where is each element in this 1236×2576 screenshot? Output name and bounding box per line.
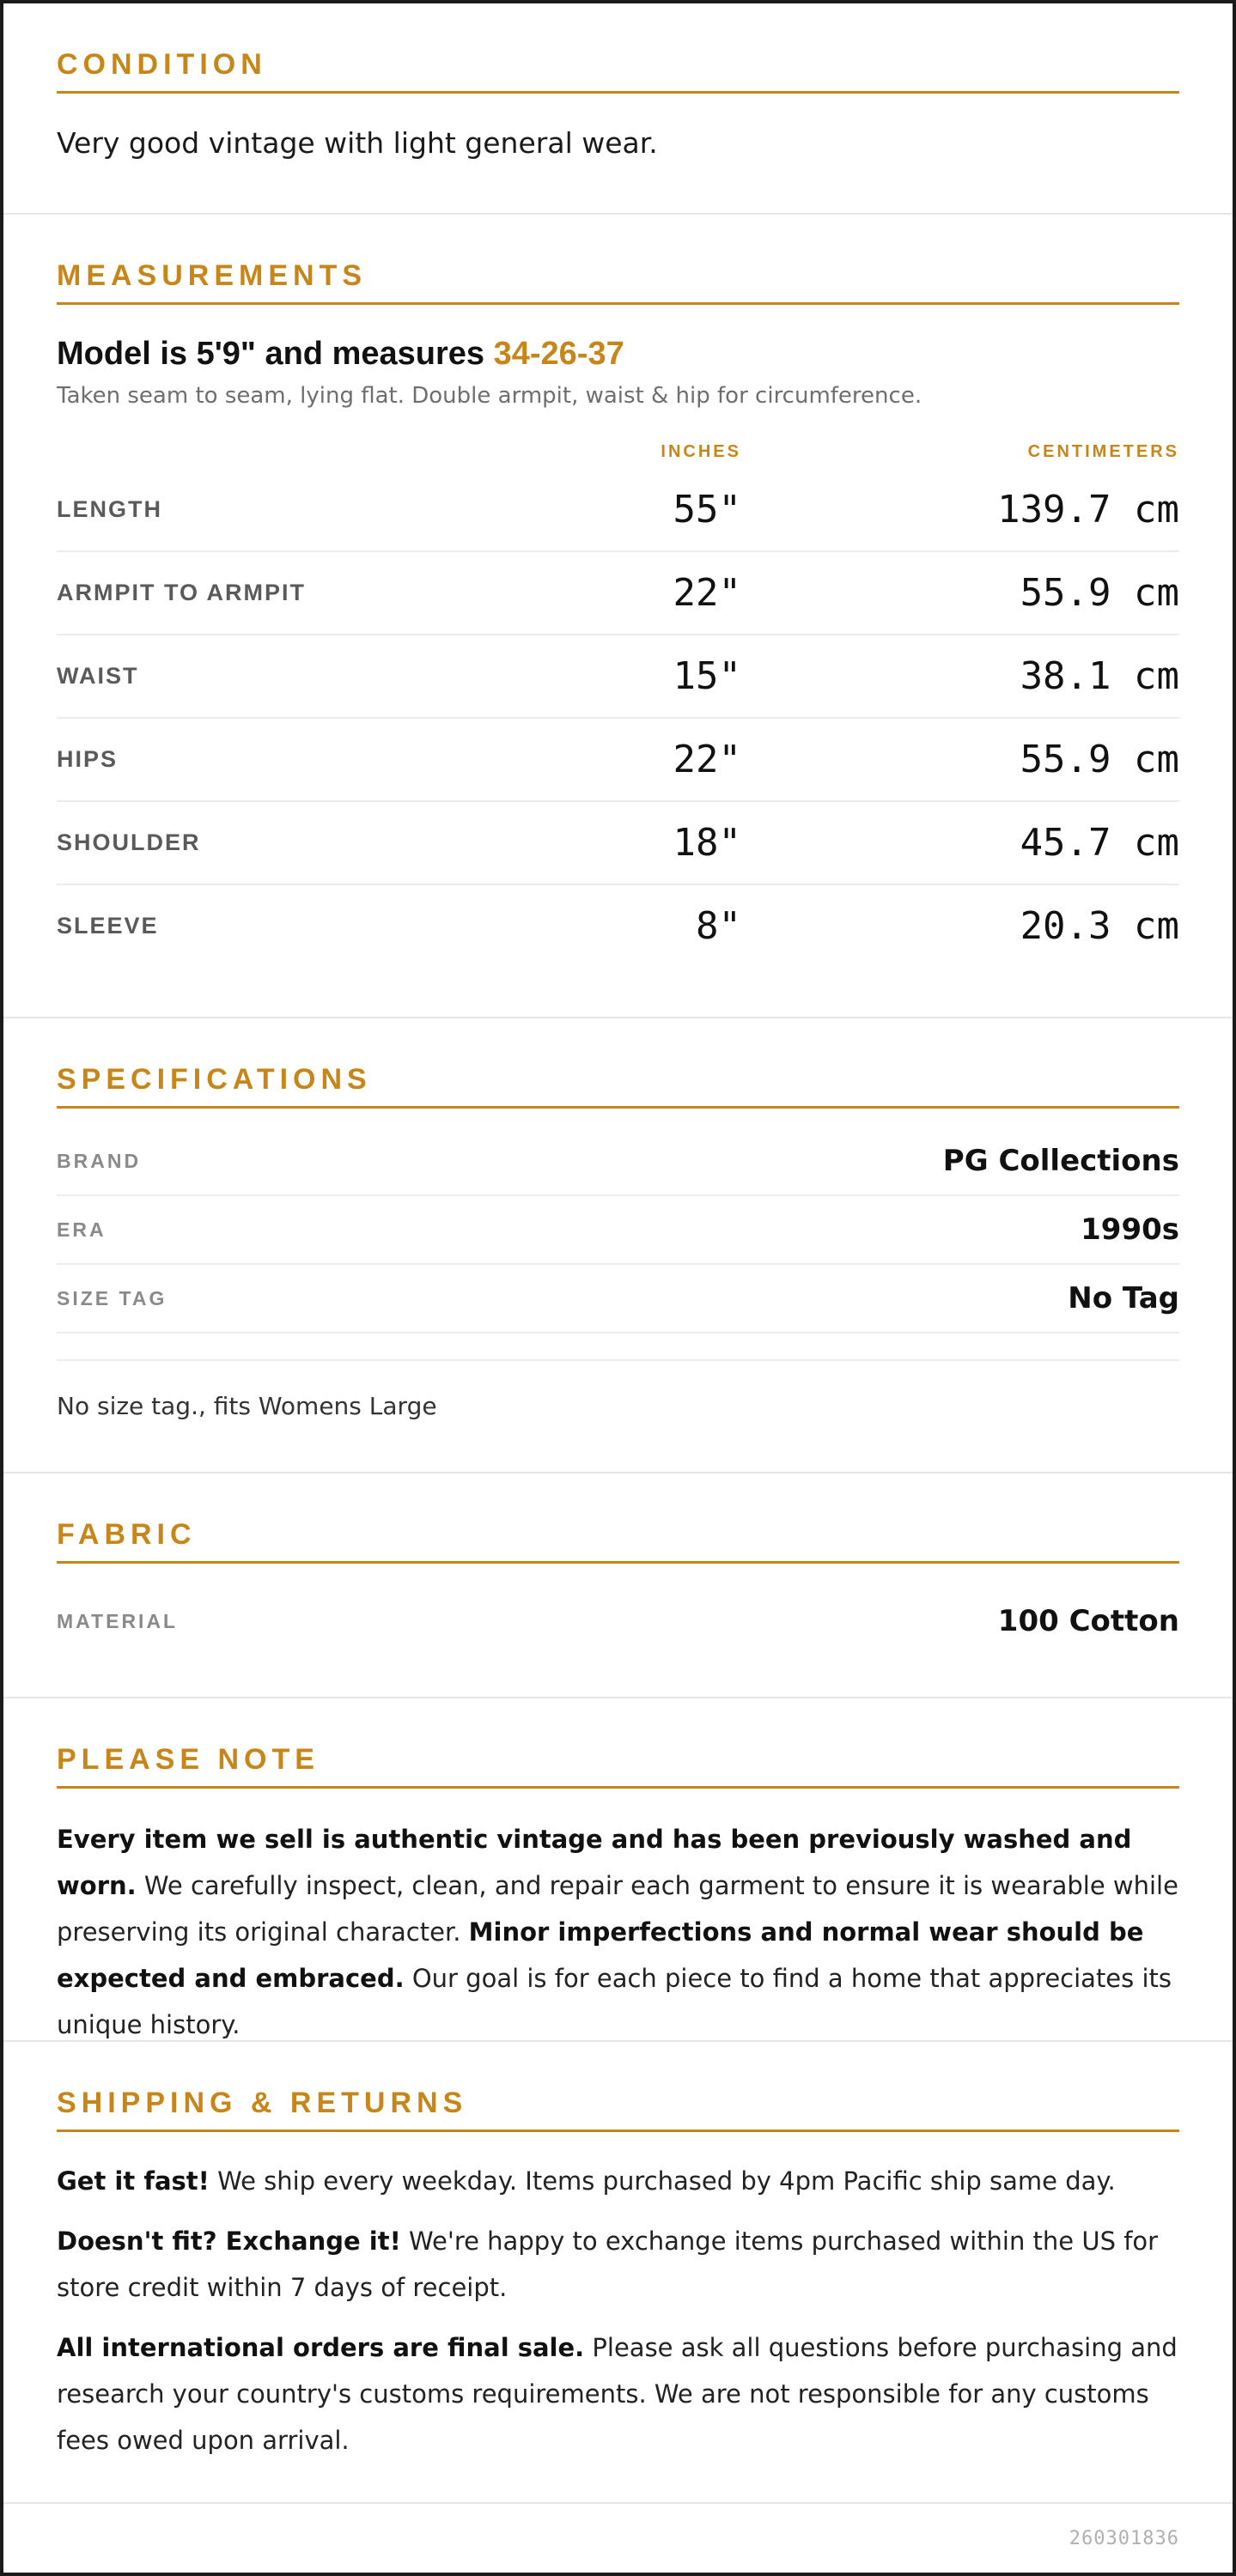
header-centimeters: CENTIMETERS <box>1027 441 1179 461</box>
measurement-label: WAIST <box>57 663 139 689</box>
measurement-inches: 22" <box>673 738 741 781</box>
specifications-title: SPECIFICATIONS <box>57 1065 1179 1109</box>
fabric-section <box>3 1473 1233 1698</box>
condition-text: Very good vintage with light general wear. <box>57 126 658 160</box>
shipping-bold-3: All international orders are final sale. <box>57 2333 585 2362</box>
measurement-label: ARMPIT TO ARMPIT <box>57 580 306 605</box>
measurement-label: SLEEVE <box>57 913 159 939</box>
measurements-header <box>57 434 1179 469</box>
measurement-inches: 15" <box>673 654 741 698</box>
measurement-row-sleeve <box>57 885 1179 967</box>
note-text-2: Our goal is for each piece to find a home that appreciates its unique history. <box>57 1964 1172 2039</box>
specifications-section <box>3 1018 1233 1473</box>
spec-value: 100 Cotton <box>997 1604 1179 1638</box>
measurement-cm: 38.1 cm <box>1020 654 1179 698</box>
spec-label: ERA <box>57 1218 107 1241</box>
spec-label: MATERIAL <box>57 1609 179 1632</box>
model-measurements <box>57 336 1179 373</box>
measurements-title: MEASUREMENTS <box>57 261 1179 305</box>
measurement-cm: 55.9 cm <box>1020 738 1179 781</box>
measurement-cm: 139.7 cm <box>997 488 1179 532</box>
measurement-label: HIPS <box>57 746 119 772</box>
note-text-1: We carefully inspect, clean, and repair each garment to ensure it is wearable while preserving its original character. <box>57 1871 1178 1947</box>
measurement-inches: 8" <box>696 904 741 948</box>
measurement-cm: 55.9 cm <box>1020 571 1179 615</box>
measurement-inches: 55" <box>673 488 741 532</box>
spec-row-material <box>57 1588 1179 1655</box>
condition-title: CONDITION <box>57 50 1179 94</box>
measurement-inches: 22" <box>673 571 741 615</box>
please-note-section <box>3 1698 1233 2042</box>
shipping-paragraph-2 <box>57 2218 1179 2311</box>
model-measures-value: 34-26-37 <box>493 336 624 372</box>
size-note: No size tag., fits Womens Large <box>57 1359 1179 1420</box>
measurement-inches: 18" <box>673 821 741 865</box>
shipping-title: SHIPPING & RETURNS <box>57 2088 1179 2132</box>
measurements-note: Taken seam to seam, lying flat. Double armpit, waist & hip for circumference. <box>57 383 922 409</box>
footer <box>3 2504 1233 2573</box>
spec-value: No Tag <box>1068 1281 1179 1315</box>
measurement-cm: 45.7 cm <box>1020 821 1179 865</box>
measurement-label: LENGTH <box>57 496 162 522</box>
note-bold-2: Minor imperfections and normal wear should be expected and embraced. <box>57 1917 1144 1993</box>
shipping-bold-1: Get it fast! <box>57 2166 210 2196</box>
measurement-row-length <box>57 469 1179 552</box>
spec-row-era <box>57 1196 1179 1265</box>
measurements-table <box>57 469 1179 967</box>
condition-section <box>3 3 1233 215</box>
specifications-list <box>57 1127 1179 1334</box>
shipping-paragraph-1 <box>57 2158 1179 2204</box>
spec-row-brand <box>57 1127 1179 1196</box>
note-bold-1: Every item we sell is authentic vintage and has been previously washed and worn. <box>57 1825 1132 1900</box>
shipping-paragraph-3 <box>57 2324 1179 2464</box>
spec-value: PG Collections <box>942 1144 1179 1178</box>
measurement-label: SHOULDER <box>57 829 201 855</box>
fabric-title: FABRIC <box>57 1520 1179 1564</box>
shipping-text-2: We're happy to exchange items purchased within the US for store credit within 7 days of receipt. <box>57 2227 1159 2302</box>
spec-row-size-tag <box>57 1265 1179 1334</box>
shipping-text-3: Please ask all questions before purchasing and research your country's customs requirements. We are not responsible for any customs fees owed upon arrival. <box>57 2333 1178 2455</box>
product-code: 260301836 <box>1069 2527 1179 2549</box>
measurements-section <box>3 215 1233 1018</box>
spec-label: BRAND <box>57 1149 142 1172</box>
measurement-row-shoulder <box>57 802 1179 885</box>
model-prefix: Model is 5'9" and measures <box>57 336 494 372</box>
please-note-text <box>57 1816 1179 2048</box>
spec-label: SIZE TAG <box>57 1286 167 1309</box>
measurement-row-armpit <box>57 552 1179 635</box>
measurement-cm: 20.3 cm <box>1020 904 1179 948</box>
spec-value: 1990s <box>1081 1212 1179 1247</box>
shipping-section <box>3 2042 1233 2504</box>
header-inches: INCHES <box>661 441 741 461</box>
please-note-title: PLEASE NOTE <box>57 1745 1179 1789</box>
shipping-bold-2: Doesn't fit? Exchange it! <box>57 2227 401 2256</box>
shipping-text-1: We ship every weekday. Items purchased by 4pm Pacific ship same day. <box>209 2166 1116 2196</box>
measurement-row-waist <box>57 635 1179 719</box>
measurement-row-hips <box>57 719 1179 802</box>
